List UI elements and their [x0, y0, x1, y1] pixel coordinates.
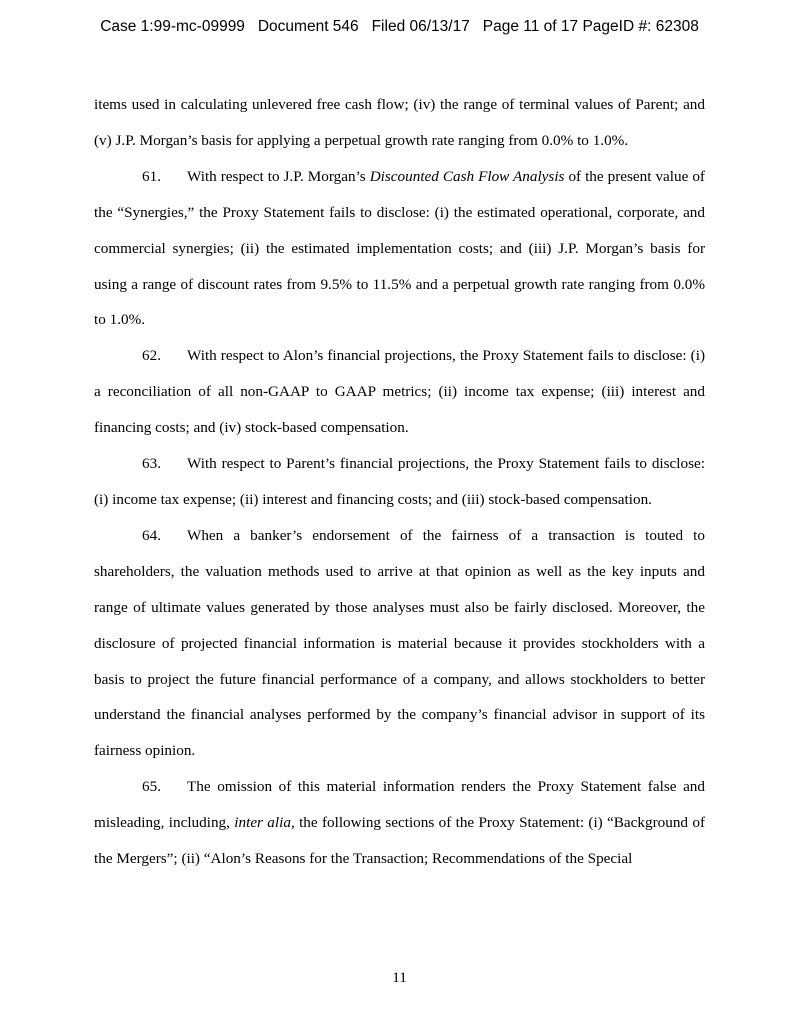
paragraph-text: The omission of this material information renders the Proxy Statement false and misleading, including, [94, 778, 705, 832]
document-number: Document 546 [257, 18, 359, 35]
paragraph-number: 65. [142, 778, 161, 796]
paragraph-number: 64. [142, 526, 161, 544]
filed-date: Filed 06/13/17 [371, 18, 470, 35]
paragraph-text: With respect to Alon’s financial projections, the Proxy Statement fails to disclose: (i) a reconciliation of all non-GAAP to GAAP metrics; (ii) income tax expense; (iii) interest and financing costs; and (iv) stock-based compensation. [94, 347, 705, 437]
page-count: Page 11 of 17 [482, 18, 579, 35]
paragraph-text: When a banker’s endorsement of the fairness of a transaction is touted to shareholders, the valuation methods used to arrive at that opinion as well as the key inputs and range of ultimate values generated by those analyses must also be fairly disclosed. Moreover, the disclosure of projected financial information is material because it provides stockholders with a basis to project the future financial performance of a company, and allows stockholders to better understand the financial analyses performed by the company’s financial advisor in support of its fairness opinion. [94, 526, 705, 760]
case-number: Case 1:99-mc-09999 [100, 18, 245, 35]
paragraph-61 [94, 159, 705, 339]
paragraph-65 [94, 769, 705, 877]
paragraph-63 [94, 446, 705, 518]
paragraph-number: 63. [142, 455, 161, 473]
paragraph-text: of the present value of the “Synergies,” the Proxy Statement fails to disclose: (i) the estimated operational, corporate, and commercial synergies; (ii) the estimated implementation costs; and (iii) J.P. Morgan’s basis for using a range of discount rates from 9.5% to 11.5% and a perpetual growth rate ranging from 0.0% to 1.0%. [94, 167, 705, 329]
paragraph-64 [94, 518, 705, 769]
paragraph-62 [94, 338, 705, 446]
italic-term: Discounted Cash Flow Analysis [369, 167, 565, 185]
italic-term: inter alia [234, 814, 291, 832]
page-id: PageID #: 62308 [582, 18, 699, 35]
continuation-paragraph: items used in calculating unlevered free cash flow; (iv) the range of terminal values of Parent; and (v) J.P. Morgan’s basis for applying a perpetual growth rate ranging from 0.0% to 1.0%. [94, 96, 705, 149]
paragraph-text: With respect to J.P. Morgan’s [187, 167, 370, 185]
page-number: 11 [392, 969, 407, 986]
case-header [0, 18, 799, 36]
paragraph-text: With respect to Parent’s financial projections, the Proxy Statement fails to disclose: (i) income tax expense; (ii) interest and financing costs; and (iii) stock-based compensation. [94, 455, 705, 508]
document-body [94, 87, 705, 877]
paragraph-text: , the following sections of the Proxy Statement: (i) “Background of the Mergers”; (ii) “Alon’s Reasons for the Transaction; Recommendations of the Special [94, 814, 706, 868]
paragraph-number: 62. [142, 347, 161, 365]
paragraph-number: 61. [142, 167, 161, 185]
